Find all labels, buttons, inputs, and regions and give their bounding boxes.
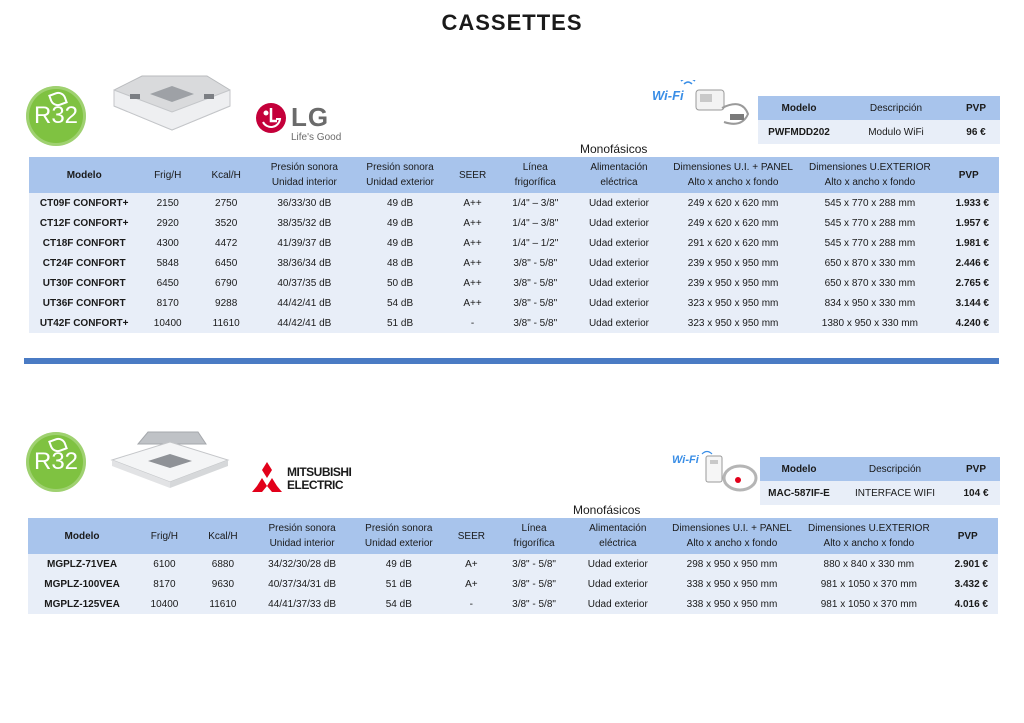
wifi-label: Wi-Fi	[652, 88, 684, 103]
r32-label: R32	[33, 448, 79, 475]
cell-presion-exterior: 51 dB	[351, 574, 446, 594]
cell-dim-ext: 1380 x 950 x 330 mm	[801, 313, 938, 333]
header-kcal: Kcal/H	[193, 518, 253, 554]
acc-header-modelo: Modelo	[758, 96, 840, 120]
cell-frig: 10400	[139, 313, 196, 333]
cassette-unit-image	[108, 430, 232, 492]
section-divider	[24, 358, 999, 364]
cell-kcal: 11610	[193, 594, 253, 614]
cell-presion-interior: 34/32/30/28 dB	[253, 554, 351, 574]
table-row	[29, 213, 999, 233]
header-presion-exterior: Presión sonora Unidad exterior	[351, 518, 446, 554]
cell-kcal: 2750	[196, 193, 256, 213]
acc-header-descripcion: Descripción	[838, 457, 952, 481]
table-row	[29, 253, 999, 273]
lg-face-icon	[255, 102, 287, 134]
cell-dim-ui: 239 x 950 x 950 mm	[665, 273, 802, 293]
mitsubishi-logo	[250, 462, 360, 494]
header-frig: Frig/H	[136, 518, 193, 554]
cell-seer: A++	[448, 233, 498, 253]
cell-presion-exterior: 54 dB	[351, 594, 446, 614]
cell-frig: 6450	[139, 273, 196, 293]
cell-frig: 8170	[136, 574, 193, 594]
cell-alimentacion: Udad exterior	[573, 233, 665, 253]
cell-dim-ext: 981 x 1050 x 370 mm	[800, 574, 937, 594]
acc-header-pvp: PVP	[952, 457, 1000, 481]
cell-linea: 1/4" – 3/8"	[497, 193, 573, 213]
cell-kcal: 9288	[196, 293, 256, 313]
acc-header-modelo: Modelo	[760, 457, 838, 481]
cell-frig: 2150	[139, 193, 196, 213]
header-dim-ui: Dimensiones U.I. + PANEL Alto x ancho x fondo	[664, 518, 801, 554]
cell-modelo: CT12F CONFORT+	[29, 213, 139, 233]
mitsubishi-accessory-table	[760, 457, 1000, 505]
lg-accessory-table	[758, 96, 1000, 144]
header-pvp: PVP	[938, 157, 999, 193]
cell-modelo: MGPLZ-71VEA	[28, 554, 136, 574]
cell-linea: 3/8" - 5/8"	[497, 293, 573, 313]
cell-dim-ext: 981 x 1050 x 370 mm	[800, 594, 937, 614]
lg-logo	[255, 100, 355, 145]
cell-pvp: 1.957 €	[938, 213, 999, 233]
lg-logo-text: LG	[291, 102, 330, 132]
cell-modelo: CT24F CONFORT	[29, 253, 139, 273]
cell-kcal: 6450	[196, 253, 256, 273]
table-row	[29, 233, 999, 253]
cell-presion-exterior: 50 dB	[352, 273, 447, 293]
mitsubishi-spec-table	[28, 518, 998, 614]
cell-modelo: MGPLZ-100VEA	[28, 574, 136, 594]
cell-dim-ui: 298 x 950 x 950 mm	[664, 554, 801, 574]
cell-dim-ui: 291 x 620 x 620 mm	[665, 233, 802, 253]
table-row	[29, 273, 999, 293]
mitsubishi-subheading: Monofásicos	[573, 503, 641, 517]
table-row	[29, 193, 999, 213]
cell-dim-ui: 239 x 950 x 950 mm	[665, 253, 802, 273]
header-dim-ext: Dimensiones U.EXTERIOR Alto x ancho x fondo	[801, 157, 938, 193]
cell-linea: 3/8" - 5/8"	[496, 594, 572, 614]
cell-seer: A++	[448, 213, 498, 233]
mitsubishi-logo-line2: ELECTRIC	[287, 478, 343, 492]
cell-alimentacion: Udad exterior	[572, 594, 664, 614]
header-modelo: Modelo	[28, 518, 136, 554]
cell-seer: A++	[448, 193, 498, 213]
cell-frig: 10400	[136, 594, 193, 614]
cell-presion-exterior: 48 dB	[352, 253, 447, 273]
cell-pvp: 2.765 €	[938, 273, 999, 293]
cell-kcal: 9630	[193, 574, 253, 594]
header-presion-exterior: Presión sonora Unidad exterior	[352, 157, 447, 193]
acc-pvp: 104 €	[952, 481, 1000, 505]
cell-dim-ext: 650 x 870 x 330 mm	[801, 253, 938, 273]
cell-pvp: 3.144 €	[938, 293, 999, 313]
acc-modelo: PWFMDD202	[758, 120, 840, 144]
cell-seer: A++	[448, 273, 498, 293]
mitsubishi-logo-line1: MITSUBISHI	[287, 465, 352, 479]
lg-subheading: Monofásicos	[580, 142, 648, 156]
wifi-module-image	[678, 80, 760, 130]
table-row	[28, 594, 998, 614]
cell-presion-exterior: 49 dB	[352, 193, 447, 213]
wifi-interface-image	[700, 448, 760, 496]
cell-kcal: 4472	[196, 233, 256, 253]
header-seer: SEER	[447, 518, 497, 554]
cell-seer: A+	[447, 574, 497, 594]
table-row	[28, 574, 998, 594]
cell-dim-ui: 249 x 620 x 620 mm	[665, 193, 802, 213]
header-linea: Línea frigorífica	[496, 518, 572, 554]
cell-pvp: 1.933 €	[938, 193, 999, 213]
table-row	[29, 293, 999, 313]
cell-dim-ui: 323 x 950 x 950 mm	[665, 313, 802, 333]
cell-dim-ext: 545 x 770 x 288 mm	[801, 213, 938, 233]
header-frig: Frig/H	[139, 157, 196, 193]
cell-alimentacion: Udad exterior	[573, 253, 665, 273]
cell-dim-ext: 545 x 770 x 288 mm	[801, 233, 938, 253]
cell-presion-interior: 36/33/30 dB	[256, 193, 352, 213]
cell-pvp: 2.901 €	[937, 554, 998, 574]
cell-alimentacion: Udad exterior	[573, 293, 665, 313]
cell-linea: 3/8" - 5/8"	[496, 574, 572, 594]
cell-frig: 2920	[139, 213, 196, 233]
cell-pvp: 1.981 €	[938, 233, 999, 253]
cell-pvp: 3.432 €	[937, 574, 998, 594]
cell-dim-ui: 249 x 620 x 620 mm	[665, 213, 802, 233]
cell-seer: -	[447, 594, 497, 614]
cell-modelo: CT18F CONFORT	[29, 233, 139, 253]
cell-presion-exterior: 51 dB	[352, 313, 447, 333]
acc-pvp: 96 €	[952, 120, 1000, 144]
cell-dim-ext: 834 x 950 x 330 mm	[801, 293, 938, 313]
cell-presion-interior: 44/42/41 dB	[256, 293, 352, 313]
cell-linea: 3/8" - 5/8"	[497, 253, 573, 273]
cell-alimentacion: Udad exterior	[572, 554, 664, 574]
cassette-unit-image	[112, 72, 232, 134]
cell-seer: -	[448, 313, 498, 333]
r32-label: R32	[33, 102, 79, 129]
cell-presion-interior: 38/35/32 dB	[256, 213, 352, 233]
table-row	[28, 554, 998, 574]
cell-presion-exterior: 54 dB	[352, 293, 447, 313]
cell-linea: 1/4" – 1/2"	[497, 233, 573, 253]
header-dim-ext: Dimensiones U.EXTERIOR Alto x ancho x fondo	[800, 518, 937, 554]
cell-frig: 4300	[139, 233, 196, 253]
header-alimentacion: Alimentación eléctrica	[572, 518, 664, 554]
header-presion-interior: Presión sonora Unidad interior	[256, 157, 352, 193]
lg-tagline: Life's Good	[291, 132, 342, 143]
cell-kcal: 11610	[196, 313, 256, 333]
cell-frig: 8170	[139, 293, 196, 313]
cell-kcal: 6880	[193, 554, 253, 574]
cell-seer: A++	[448, 293, 498, 313]
cell-linea: 3/8" - 5/8"	[497, 273, 573, 293]
cell-modelo: UT42F CONFORT+	[29, 313, 139, 333]
header-alimentacion: Alimentación eléctrica	[573, 157, 665, 193]
header-seer: SEER	[448, 157, 498, 193]
acc-header-descripcion: Descripción	[840, 96, 952, 120]
cell-linea: 3/8" - 5/8"	[497, 313, 573, 333]
cell-frig: 6100	[136, 554, 193, 574]
header-dim-ui: Dimensiones U.I. + PANEL Alto x ancho x fondo	[665, 157, 802, 193]
cell-alimentacion: Udad exterior	[573, 193, 665, 213]
cell-presion-exterior: 49 dB	[351, 554, 446, 574]
header-pvp: PVP	[937, 518, 998, 554]
cell-presion-exterior: 49 dB	[352, 233, 447, 253]
cell-dim-ext: 545 x 770 x 288 mm	[801, 193, 938, 213]
header-kcal: Kcal/H	[196, 157, 256, 193]
cell-alimentacion: Udad exterior	[573, 273, 665, 293]
cell-presion-interior: 44/42/41 dB	[256, 313, 352, 333]
cell-alimentacion: Udad exterior	[573, 213, 665, 233]
cell-dim-ext: 650 x 870 x 330 mm	[801, 273, 938, 293]
cell-alimentacion: Udad exterior	[573, 313, 665, 333]
cell-presion-interior: 40/37/35 dB	[256, 273, 352, 293]
cell-linea: 1/4" – 3/8"	[497, 213, 573, 233]
cell-presion-interior: 38/36/34 dB	[256, 253, 352, 273]
cell-dim-ext: 880 x 840 x 330 mm	[800, 554, 937, 574]
three-diamonds-icon	[250, 462, 284, 492]
cell-alimentacion: Udad exterior	[572, 574, 664, 594]
cell-presion-interior: 40/37/34/31 dB	[253, 574, 351, 594]
cell-dim-ui: 338 x 950 x 950 mm	[664, 594, 801, 614]
cell-seer: A++	[448, 253, 498, 273]
acc-modelo: MAC-587IF-E	[760, 481, 838, 505]
header-modelo: Modelo	[29, 157, 139, 193]
wifi-label: Wi-Fi	[672, 454, 699, 466]
cell-modelo: MGPLZ-125VEA	[28, 594, 136, 614]
cell-kcal: 3520	[196, 213, 256, 233]
cell-dim-ui: 323 x 950 x 950 mm	[665, 293, 802, 313]
cell-dim-ui: 338 x 950 x 950 mm	[664, 574, 801, 594]
page-title: CASSETTES	[441, 10, 583, 35]
table-row	[29, 313, 999, 333]
cell-pvp: 2.446 €	[938, 253, 999, 273]
cell-frig: 5848	[139, 253, 196, 273]
cell-modelo: UT30F CONFORT	[29, 273, 139, 293]
cell-modelo: CT09F CONFORT+	[29, 193, 139, 213]
cell-linea: 3/8" - 5/8"	[496, 554, 572, 574]
acc-descripcion: Modulo WiFi	[840, 120, 952, 144]
header-presion-interior: Presión sonora Unidad interior	[253, 518, 351, 554]
r32-badge	[26, 432, 86, 492]
cell-seer: A+	[447, 554, 497, 574]
acc-header-pvp: PVP	[952, 96, 1000, 120]
lg-spec-table	[29, 157, 999, 333]
r32-badge	[26, 86, 86, 146]
cell-presion-exterior: 49 dB	[352, 213, 447, 233]
cell-presion-interior: 41/39/37 dB	[256, 233, 352, 253]
cell-pvp: 4.240 €	[938, 313, 999, 333]
header-linea: Línea frigorífica	[497, 157, 573, 193]
acc-descripcion: INTERFACE WIFI	[838, 481, 952, 505]
cell-kcal: 6790	[196, 273, 256, 293]
cell-modelo: UT36F CONFORT	[29, 293, 139, 313]
cell-presion-interior: 44/41/37/33 dB	[253, 594, 351, 614]
cell-pvp: 4.016 €	[937, 594, 998, 614]
